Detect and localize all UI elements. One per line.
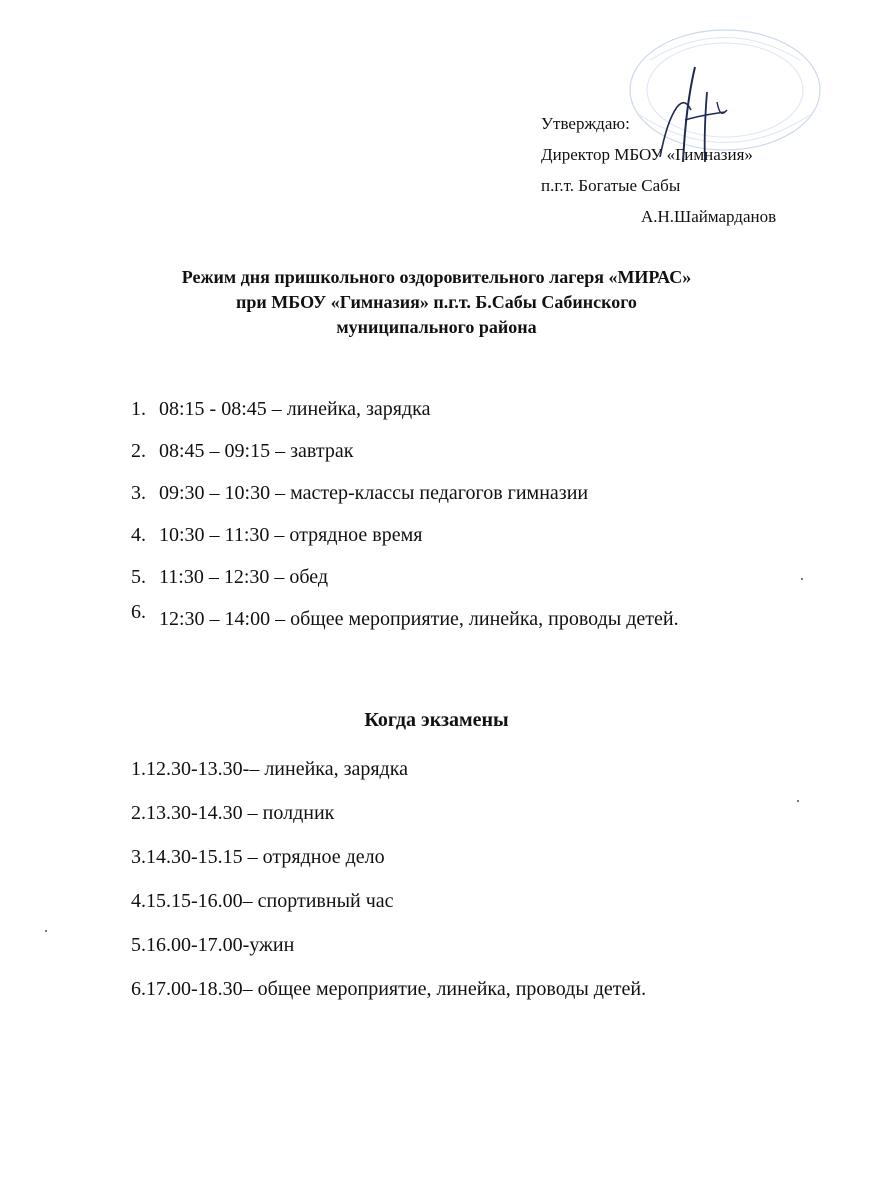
title-line-1: Режим дня пришкольного оздоровительного лагеря «МИРАС»	[181, 267, 692, 287]
schedule-item	[131, 598, 803, 641]
exam-schedule-item: 4.15.15-16.00– спортивный час	[131, 890, 394, 912]
exam-schedule-item: 5.16.00-17.00-ужин	[131, 934, 295, 956]
schedule-item	[131, 479, 803, 507]
schedule-item-number: 3.	[131, 482, 146, 504]
schedule-item-text: 09:30 – 10:30 – мастер-классы педагогов гимназии	[159, 482, 589, 504]
title-line-2: при МБОУ «Гимназия» п.г.т. Б.Сабы Сабинского	[236, 292, 637, 312]
exam-schedule-item: 3.14.30-15.15 – отрядное дело	[131, 846, 385, 868]
exam-schedule-item: 6.17.00-18.30– общее мероприятие, линейка, проводы детей.	[131, 978, 647, 1000]
exam-schedule-item: 1.12.30-13.30-– линейка, зарядка	[131, 758, 409, 780]
exam-section-title: Когда экзамены	[364, 709, 509, 731]
schedule-item-number: 4.	[131, 524, 146, 546]
approval-position: Директор МБОУ «Гимназия»	[541, 145, 753, 164]
approval-place: п.г.т. Богатые Сабы	[541, 176, 681, 195]
exam-schedule-list	[131, 755, 646, 1019]
document-title	[0, 265, 873, 340]
scan-speck	[797, 800, 799, 802]
scan-speck	[45, 930, 47, 932]
exam-schedule-item: 2.13.30-14.30 – полдник	[131, 802, 335, 824]
title-line-3: муниципального района	[336, 317, 537, 337]
daily-schedule-list	[131, 395, 803, 655]
schedule-item-text: 08:45 – 09:15 – завтрак	[159, 440, 354, 462]
schedule-item-text: 12:30 – 14:00 – общее мероприятие, линейка, проводы детей.	[159, 608, 679, 630]
schedule-item-text: 10:30 – 11:30 – отрядное время	[159, 524, 423, 546]
schedule-item	[131, 437, 803, 465]
scan-speck	[801, 578, 803, 580]
approval-label: Утверждаю:	[541, 114, 630, 133]
approval-block	[541, 108, 776, 232]
schedule-item	[131, 563, 803, 591]
schedule-item	[131, 521, 803, 549]
schedule-item	[131, 395, 803, 423]
schedule-item-text: 11:30 – 12:30 – обед	[159, 566, 329, 588]
schedule-item-number: 1.	[131, 398, 146, 420]
schedule-item-number: 6.	[131, 601, 146, 623]
approval-name: А.Н.Шаймарданов	[641, 207, 777, 226]
schedule-item-text: 08:15 - 08:45 – линейка, зарядка	[159, 398, 431, 420]
schedule-item-number: 5.	[131, 566, 146, 588]
schedule-item-number: 2.	[131, 440, 146, 462]
